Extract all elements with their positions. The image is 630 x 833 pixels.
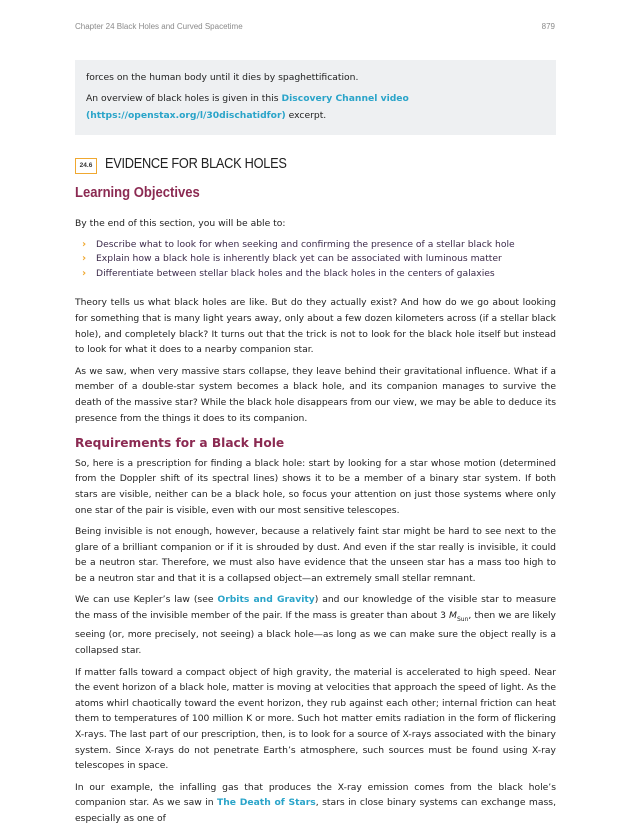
- page-number: 879: [541, 22, 555, 31]
- lo-intro: By the end of this section, you will be able to:: [75, 218, 286, 229]
- paragraph: [75, 780, 556, 827]
- text-run: We can use Kepler’s law (see: [75, 594, 218, 606]
- text-run: ) and our knowledge of the visible star to measure the mass of the invisible member of the pair. If the mass is greater than about 3: [75, 594, 556, 622]
- text-run: , then we are likely seeing (or, more precisely, not seeing) a black hole—as long as we can make sure the object really is a collapsed star.: [75, 610, 556, 657]
- page-header: [75, 22, 555, 36]
- chevron-right-icon: ›: [82, 238, 87, 250]
- section-title: EVIDENCE FOR BLACK HOLES: [105, 156, 287, 172]
- chevron-right-icon: ›: [82, 267, 87, 279]
- paragraph: So, here is a prescription for finding a black hole: start by looking for a star whose motion (determined from the Doppler shift of its spectral lines) shows it to be a member of a binary star system. If both stars are visible, neither can be a black hole, so focus your attention on just those systems where only one star of the pair is visible, even with our most sensitive telescopes.: [75, 457, 556, 516]
- feature-box: [75, 60, 556, 135]
- text-run: , stars in close binary systems can exchange mass, especially as one of: [75, 797, 556, 825]
- box-overview-suffix: excerpt.: [285, 110, 327, 121]
- box-overview-prefix: An overview of black holes is given in this: [86, 93, 282, 104]
- paragraph: If matter falls toward a compact object of high gravity, the material is accelerated to high speed. Near the event horizon of a black hole, matter is moving at velocities that approach the speed of light. As the atoms whirl chaotically toward the event horizon, they rub against each other; internal friction can heat them to temperatures of 100 million K or more. Such hot matter emits radiation in the form of flickering X-rays. The last part of our prescription, then, is to look for a source of X-rays associated with the binary system. Since X-rays do not penetrate Earth’s atmosphere, such sources must be found using X-ray telescopes in space.: [75, 666, 556, 772]
- orbits-gravity-link[interactable]: Orbits and Gravity: [217, 594, 315, 606]
- section-number: 24.6: [75, 158, 97, 174]
- death-of-stars-link[interactable]: The Death of Stars: [216, 797, 316, 809]
- main-content: [75, 214, 556, 833]
- objective-text: Differentiate between stellar black holes and the black holes in the centers of galaxies: [96, 267, 495, 279]
- chevron-right-icon: ›: [82, 253, 87, 265]
- paragraph: Theory tells us what black holes are like. But do they actually exist? And how do we go about looking for something that is many light years away, only about a few dozen kilometers across (if a stellar black hole), and completely black? It turns out that the trick is not to look for the black hole itself but instead to look for what it does to a nearby companion star.: [75, 297, 556, 356]
- learning-objectives-title: Learning Objectives: [75, 185, 200, 201]
- objective-item: [82, 267, 556, 282]
- subsection-title: Requirements for a Black Hole: [75, 436, 285, 451]
- objective-text: Describe what to look for when seeking and confirming the presence of a stellar black hole: [96, 238, 515, 250]
- paragraph: As we saw, when very massive stars collapse, they leave behind their gravitational influence. What if a member of a double-star system becomes a black hole, and its companion manages to survive the death of the massive star? While the black hole disappears from our view, we may be able to deduce its presence from the things it does to its companion.: [75, 365, 556, 424]
- objectives-list: [75, 238, 556, 282]
- box-line: forces on the human body until it dies by spaghettification.: [86, 72, 359, 83]
- mass-symbol: M: [449, 610, 457, 622]
- objective-text: Explain how a black hole is inherently black yet can be associated with luminous matter: [96, 253, 502, 265]
- chapter-title: Chapter 24 Black Holes and Curved Spacetime: [75, 22, 243, 31]
- text-run: In our example, the infalling gas that produces the X-ray emission comes from the black hole’s companion star. As we saw in: [75, 781, 556, 809]
- paragraph: Being invisible is not enough, however, because a relatively faint star might be hard to see next to the glare of a brilliant companion or if it is shrouded by dust. And even if the star really is invisible, it could be a neutron star. Therefore, we must also have evidence that the unseen star has a mass too high to be a neutron star and that it is a collapsed object—an extremely small stellar remnant.: [75, 526, 556, 584]
- box-overview: [86, 90, 545, 124]
- objective-item: [82, 238, 556, 253]
- discovery-video-link[interactable]: Discovery Channel video (https://openstax.org/l/30dischatidfor): [86, 93, 409, 121]
- mass-subscript: Sun: [456, 615, 469, 623]
- objective-item: [82, 252, 556, 267]
- paragraph: [75, 592, 556, 658]
